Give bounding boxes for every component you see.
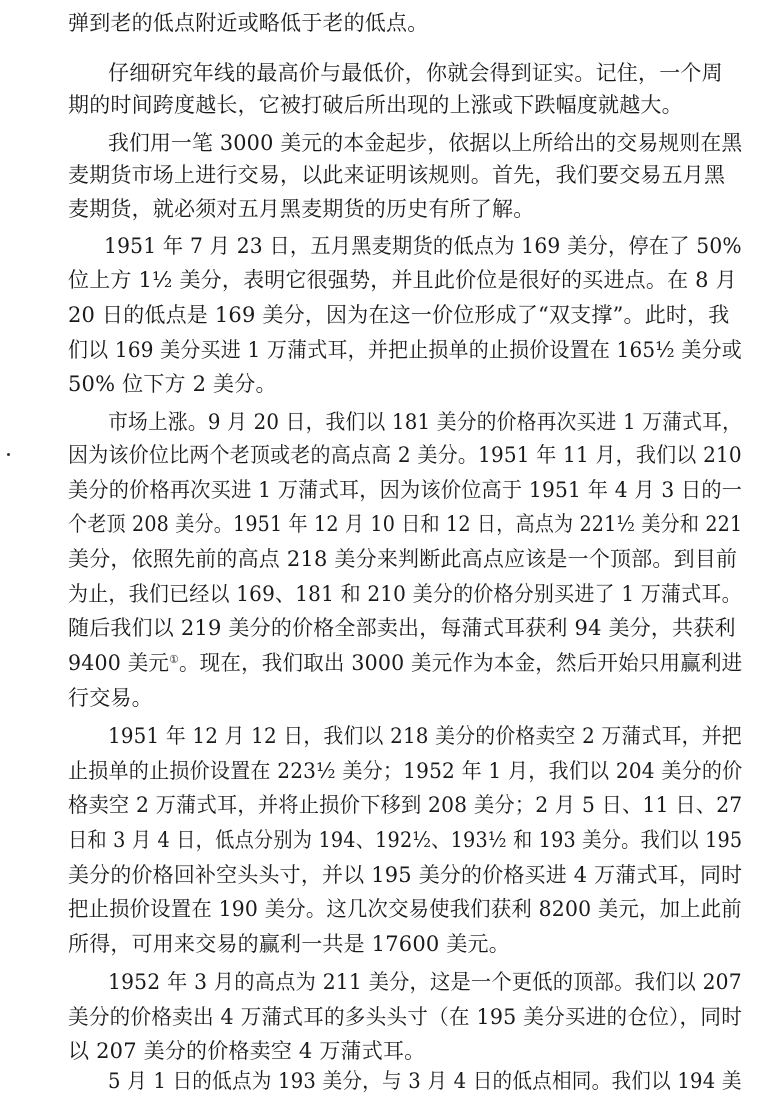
text-line: 弹到老的低点附近或略低于老的低点。 — [68, 11, 429, 35]
text-line: 随后我们以 219 美分的价格全部卖出，每蒲式耳获利 94 美分，共获利 — [68, 616, 736, 640]
text-fragment: 。现在，我们取出 3000 美元作为本金，然后开始只用赢利进 — [178, 651, 743, 675]
text-line — [68, 650, 742, 676]
text-line: 期的时间跨度越长，它被打破后所出现的上涨或下跌幅度就越大。 — [68, 93, 683, 117]
text-line: 市场上涨。9 月 20 日，我们以 181 美分的价格再次买进 1 万蒲式耳， — [108, 410, 743, 434]
text-line: 1952 年 3 月的高点为 211 美分，这是一个更低的顶部。我们以 207 — [108, 970, 742, 994]
margin-mark — [7, 453, 10, 456]
text-line: 们以 169 美分买进 1 万蒲式耳，并把止损单的止损价设置在 165½ 美分或 — [68, 338, 742, 362]
text-line: 因为该价位比两个老顶或老的高点高 2 美分。1951 年 11 月，我们以 210 — [68, 443, 742, 467]
text-line: 50% 位下方 2 美分。 — [68, 372, 277, 396]
text-line: 位上方 1½ 美分，表明它很强势，并且此价位是很好的买进点。在 8 月 — [68, 268, 737, 292]
text-line: 个老顶 208 美分。1951 年 12 月 10 日和 12 日，高点为 221½ 美分和 221 — [68, 512, 743, 536]
text-line: 麦期货市场上进行交易，以此来证明该规则。首先，我们要交易五月黑 — [68, 163, 726, 187]
text-line: 所得，可用来交易的赢利一共是 17600 美元。 — [68, 932, 510, 956]
text-line: 1951 年 7 月 23 日，五月黑麦期货的低点为 169 美分，停在了 50% — [104, 234, 742, 258]
text-line: 5 月 1 日的低点为 193 美分，与 3 月 4 日的低点相同。我们以 194 美 — [108, 1069, 742, 1093]
text-line: 日和 3 月 4 日，低点分别为 194、192½、193½ 和 193 美分。我们以 195 — [68, 828, 743, 852]
text-line: 20 日的低点是 169 美分，因为在这一价位形成了“双支撑”。此时，我 — [68, 303, 730, 327]
text-line: 美分，依照先前的高点 218 美分来判断此高点应该是一个顶部。到目前 — [68, 547, 738, 571]
text-line: 行交易。 — [68, 686, 153, 710]
text-line: 把止损价设置在 190 美分。这几次交易使我们获利 8200 美元，加上此前 — [68, 897, 742, 921]
footnote-marker: ① — [169, 653, 179, 666]
text-line: 格卖空 2 万蒲式耳，并将止损价下移到 208 美分；2 月 5 日、11 日、27 — [68, 793, 743, 817]
text-line: 以 207 美分的价格卖空 4 万蒲式耳。 — [68, 1039, 426, 1063]
text-line: 我们用一笔 3000 美元的本金起步，依据以上所给出的交易规则在黑 — [108, 131, 743, 155]
text-line: 止损单的止损价设置在 223½ 美分；1952 年 1 月，我们以 204 美分的价 — [68, 759, 743, 783]
text-line: 美分的价格卖出 4 万蒲式耳的多头头寸（在 195 美分买进的仓位），同时 — [68, 1005, 743, 1029]
text-line: 美分的价格再次买进 1 万蒲式耳，因为该价位高于 1951 年 4 月 3 日的一 — [68, 478, 743, 502]
text-line: 为止，我们已经以 169、181 和 210 美分的价格分别买进了 1 万蒲式耳。 — [68, 582, 742, 606]
text-line: 1951 年 12 月 12 日，我们以 218 美分的价格卖空 2 万蒲式耳，并把 — [108, 724, 742, 748]
text-line: 麦期货，就必须对五月黑麦期货的历史有所了解。 — [68, 197, 535, 221]
text-line: 仔细研究年线的最高价与最低价，你就会得到证实。记住，一个周 — [108, 61, 723, 85]
text-line: 美分的价格回补空头头寸，并以 195 美分的价格买进 4 万蒲式耳，同时 — [68, 863, 743, 887]
text-fragment: 9400 美元 — [68, 651, 170, 675]
